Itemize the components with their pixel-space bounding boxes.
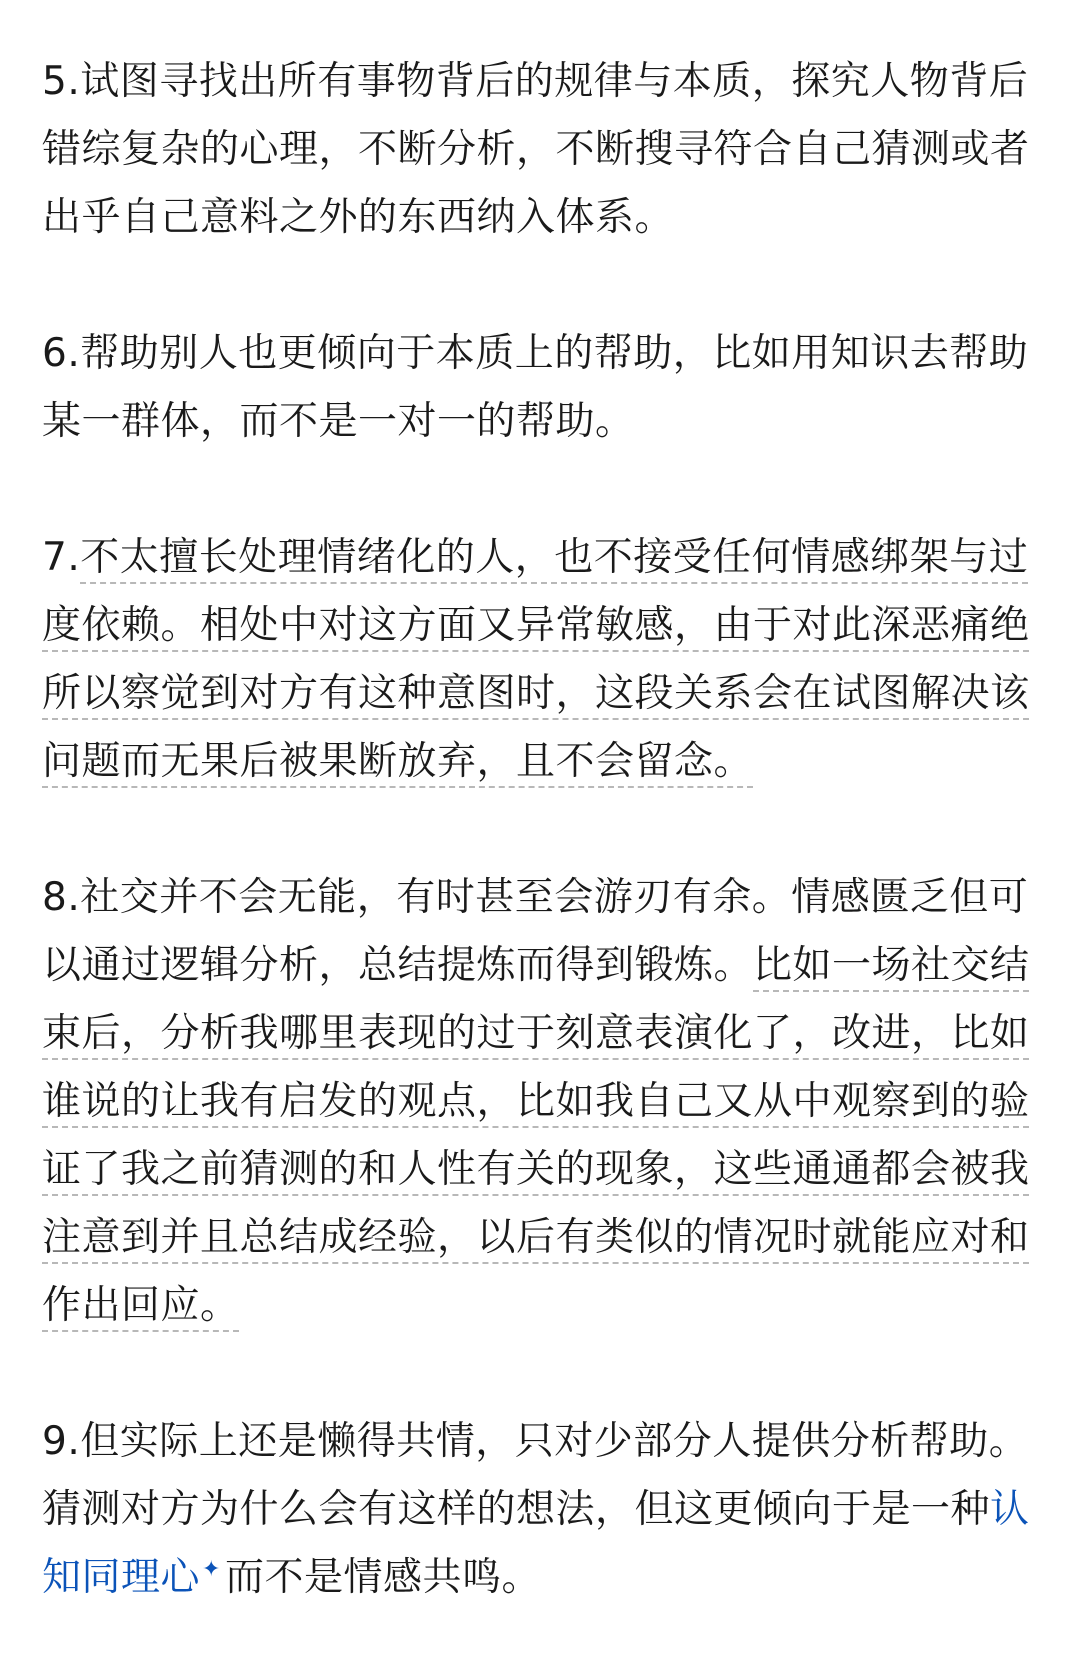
highlighted-text[interactable]: 比如一场社交结束后，分析我哪里表现的过于刻意表演化了，改进，比如谁说的让我有启发的观点，比如我自己又从中观察到的验证了我之前猜测的和人性有关的现象，这些通通都会被我注意到并且总结成经验，以后有类似的情况时就能应对和作出回应。 bbox=[42, 943, 1030, 1328]
paragraph-number: 7. bbox=[42, 535, 81, 580]
highlighted-text[interactable]: 不太擅长处理情绪化的人，也不接受任何情感绑架与过度依赖。相处中对这方面又异常敏感，由于对此深恶痛绝所以察觉到对方有这种意图时，这段关系会在试图解决该问题而无果后被果断放弃，且不会留念。 bbox=[42, 535, 1030, 784]
paragraph-text: 9.但实际上还是懒得共情，只对少部分人提供分析帮助。猜测对方为什么会有这样的想法，但这更倾向于是一种 bbox=[42, 1419, 1029, 1532]
paragraph-text: 8.社交并不会无能，有时甚至会游刃有余。情感匮乏但可以通过逻辑分析，总结提炼而得到锻炼。 bbox=[42, 875, 1029, 988]
paragraph-text: 6.帮助别人也更倾向于本质上的帮助，比如用知识去帮助某一群体，而不是一对一的帮助。 bbox=[42, 331, 1029, 444]
paragraph-7 bbox=[42, 524, 1042, 796]
keyword-link[interactable]: 认知同理心 bbox=[42, 1487, 1030, 1600]
paragraph-text: 而不是情感共鸣。 bbox=[224, 1555, 541, 1600]
paragraph-5 bbox=[42, 48, 1042, 252]
sparkle-icon: ✦ bbox=[202, 1557, 221, 1582]
paragraph-6 bbox=[42, 320, 1042, 456]
paragraph-8 bbox=[42, 864, 1042, 1340]
article-body bbox=[42, 48, 1042, 1612]
paragraph-9 bbox=[42, 1408, 1042, 1612]
paragraph-text: 5.试图寻找出所有事物背后的规律与本质，探究人物背后错综复杂的心理，不断分析，不断搜寻符合自己猜测或者出乎自己意料之外的东西纳入体系。 bbox=[42, 59, 1030, 240]
